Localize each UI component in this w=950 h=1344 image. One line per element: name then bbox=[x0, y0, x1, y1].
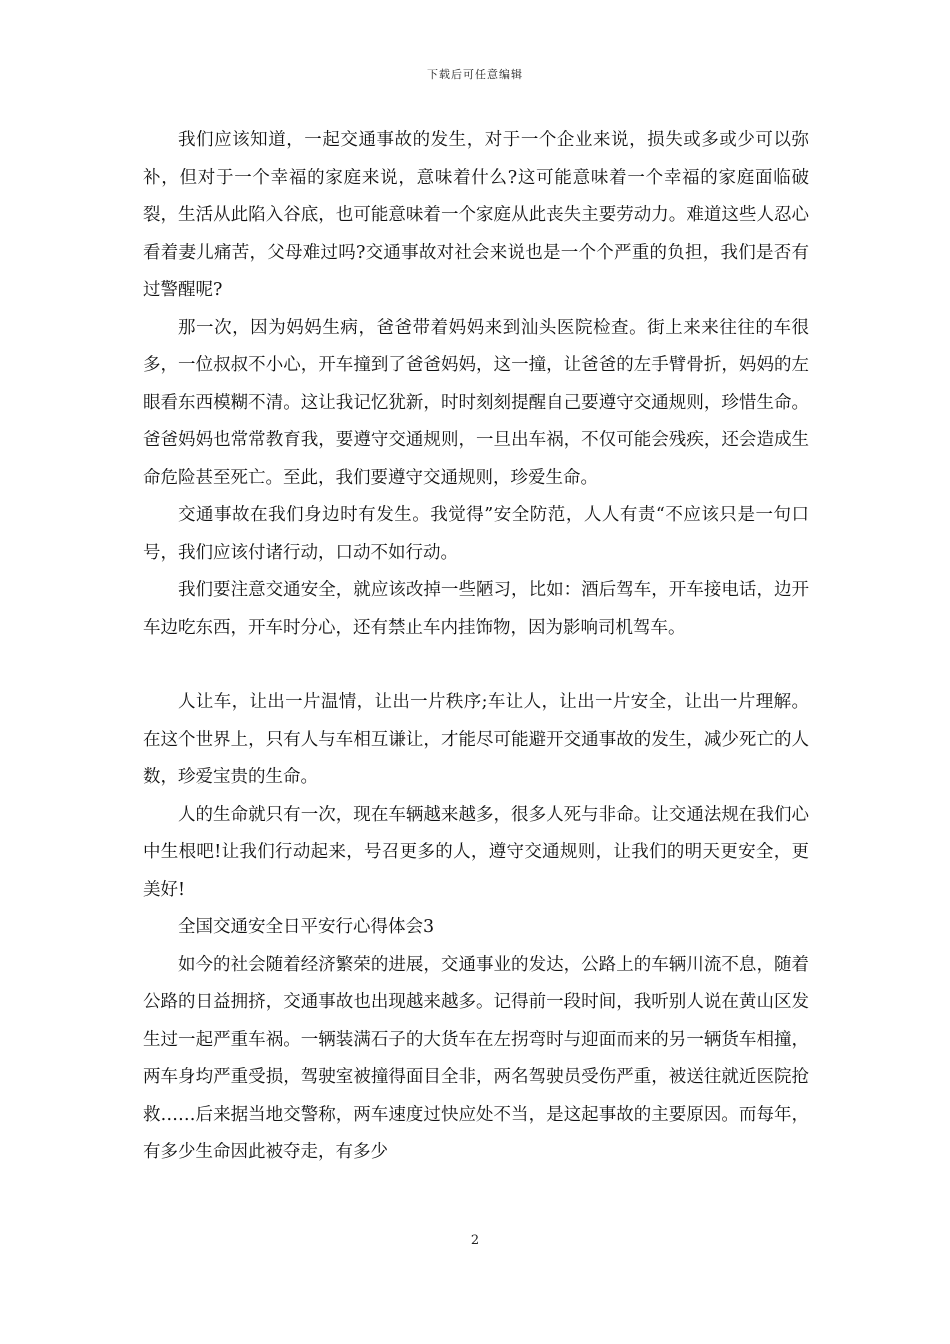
paragraph-family-impact: 我们应该知道，一起交通事故的发生，对于一个企业来说，损失或多或少可以弥补，但对于一个幸福的家庭来说，意味着什么?这可能意味着一个幸福的家庭面临破裂，生活从此陷入谷底，也可能意味着一个家庭从此丧失主要劳动力。难道这些人忍心看着妻儿痛苦，父母难过吗?交通事故对社会来说也是一个个严重的负担，我们是否有过警醒呢? bbox=[143, 130, 809, 300]
paragraph-life-once: 人的生命就只有一次，现在车辆越来越多，很多人死与非命。让交通法规在我们心中生根吧!让我们行动起来，号召更多的人，遵守交通规则，让我们的明天更安全，更美好! bbox=[143, 804, 809, 900]
paragraph-bad-habits: 我们要注意交通安全，就应该改掉一些陋习，比如：酒后驾车，开车接电话，边开车边吃东西，开车时分心，还有禁止车内挂饰物，因为影响司机驾车。 bbox=[143, 580, 809, 638]
paragraph-mutual-yielding: 人让车，让出一片温情，让出一片秩序;车让人，让出一片安全，让出一片理解。在这个世界上，只有人与车相互谦让，才能尽可能避开交通事故的发生，减少死亡的人数，珍爱宝贵的生命。 bbox=[143, 692, 809, 787]
paragraph-safety-slogan: 交通事故在我们身边时有发生。我觉得”安全防范，人人有责“不应该只是一句口号，我们应该付诸行动，口动不如行动。 bbox=[143, 505, 809, 563]
page-number: 2 bbox=[470, 1233, 480, 1248]
paragraph-huangshan-accident: 如今的社会随着经济繁荣的进展，交通事业的发达，公路上的车辆川流不息，随着公路的日益拥挤，交通事故也出现越来越多。记得前一段时间，我听别人说在黄山区发生过一起严重车祸。一辆装满石子的大货车在左拐弯时与迎面而来的另一辆货车相撞，两车身均严重受损，驾驶室被撞得面目全非，两名驾驶员受伤严重，被送往就近医院抢救……后来据当地交警称，两车速度过快应处不当，是这起事故的主要原因。而每年，有多少生命因此被夺走，有多少 bbox=[143, 954, 809, 1162]
paragraph-parents-accident: 那一次，因为妈妈生病，爸爸带着妈妈来到汕头医院检查。街上来来往往的车很多，一位叔叔不小心，开车撞到了爸爸妈妈，这一撞，让爸爸的左手臂骨折，妈妈的左眼看东西模糊不清。这让我记忆犹新，时时刻刻提醒自己要遵守交通规则，珍惜生命。爸爸妈妈也常常教育我，要遵守交通规则，一旦出车祸，不仅可能会残疾，还会造成生命危险甚至死亡。至此，我们要遵守交通规则，珍爱生命。 bbox=[143, 317, 809, 488]
document-body bbox=[143, 122, 809, 1172]
section-heading: 全国交通安全日平安行心得体会3 bbox=[178, 917, 435, 937]
page-header: 下载后可任意编辑 bbox=[427, 68, 523, 81]
